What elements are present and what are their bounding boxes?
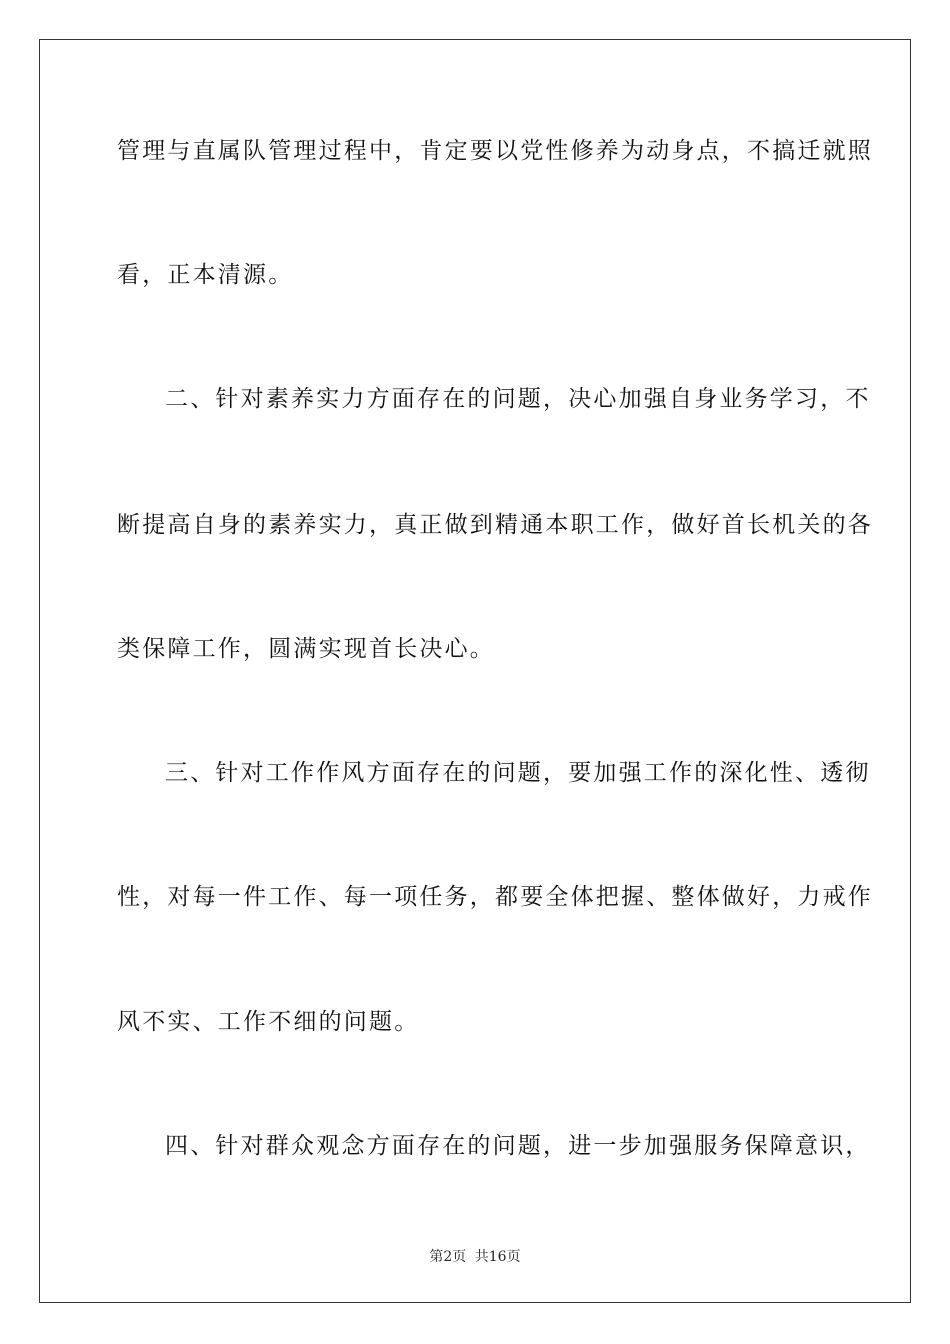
paragraph-heading-line: 二、针对素养实力方面存在的问题，决心加强自身业务学习，不 xyxy=(165,386,871,412)
paragraph-heading-line: 三、针对工作作风方面存在的问题，要加强工作的深化性、透彻 xyxy=(165,760,871,786)
page-border xyxy=(39,39,911,1303)
body-text-line: 断提高自身的素养实力，真正做到精通本职工作，做好首长机关的各 xyxy=(117,512,873,538)
body-text-line: 看，正本清源。 xyxy=(117,262,294,288)
body-text-line: 风不实、工作不细的问题。 xyxy=(117,1009,420,1035)
body-text-line: 性，对每一件工作、每一项任务，都要全体把握、整体做好，力戒作 xyxy=(117,884,873,910)
paragraph-heading-line: 四、针对群众观念方面存在的问题，进一步加强服务保障意识， xyxy=(165,1133,871,1159)
page-footer xyxy=(0,1246,950,1266)
body-text-line: 管理与直属队管理过程中，肯定要以党性修养为动身点，不搞迁就照 xyxy=(117,138,873,164)
page-number: 第2页 xyxy=(429,1249,467,1265)
body-text-line: 类保障工作，圆满实现首长决心。 xyxy=(117,636,495,662)
page-total: 共16页 xyxy=(474,1249,521,1265)
